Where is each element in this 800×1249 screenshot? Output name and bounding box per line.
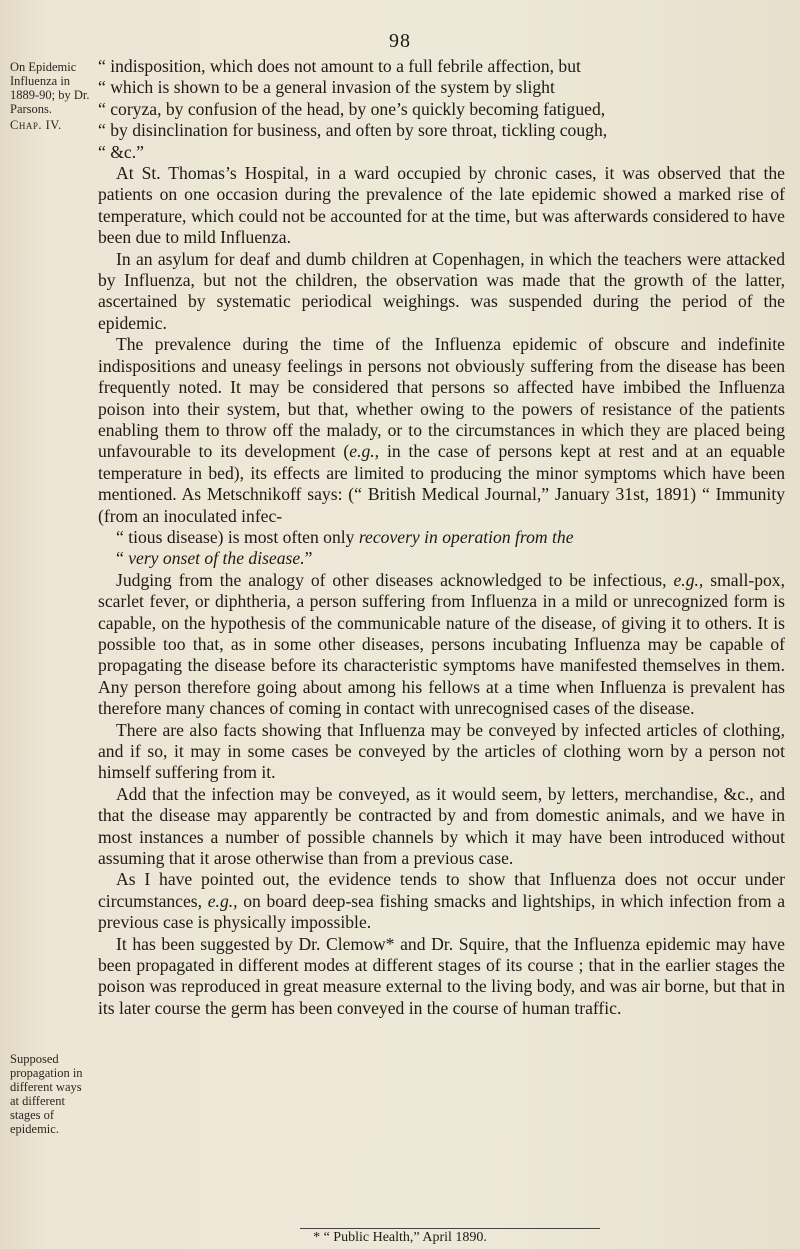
text-run: small-pox, scarlet fever, or diphtheria, a person suffering from Influenza in a mild or unrecognized form is capable, on the hypothesis of the communicable nature of the disease, of giving it to others. It is possible too that, as in some other diseases, persons incubating Influenza may be capable of propagating the disease before its characteristic symptoms have manifested themselves in them. Any person therefore going about among his fellows at a time when Influenza is prevalent has therefore many chances of coming in contact with unrecognised cases of the disease. — [98, 569, 785, 719]
paragraph-st-thomas: At St. Thomas’s Hospital, in a ward occupied by chronic cases, it was observed that the patients on one occasion during the prevalence of the late epidemic showed a marked rise of temperature, which could not be accounted for at the time, but was afterwards considered to have been due to mild Influenza. — [98, 163, 785, 248]
quote-line — [98, 527, 785, 548]
paragraph-prevalence — [98, 334, 785, 569]
margin-note-propagation: Supposed propagation in different ways at different stages of epidemic. — [10, 1052, 83, 1136]
text-run: “ tious disease) is most often only — [116, 526, 359, 547]
quote-line — [98, 548, 785, 569]
paragraph-clothing: There are also facts showing that Influenza may be conveyed by infected articles of clothing, and if so, it may in some cases be conveyed by the articles of clothing worn by a person not himself suffering from it. — [98, 719, 785, 783]
paragraph-analogy — [98, 570, 785, 720]
quote-line: “ which is shown to be a general invasion of the system by slight — [98, 77, 555, 98]
paragraph-channels: Add that the infection may be conveyed, as it would seem, by letters, merchandise, &c., and that the disease may apparently be contracted by and from domestic animals, and we have in most instances a number of possible channels by which it may have been introduced without assuming that it arose otherwise than from a previous case. — [98, 783, 785, 869]
paragraph-evidence — [98, 869, 785, 933]
margin-note-source: On Epidemic Influenza in 1889-90; by Dr. Parsons. — [10, 60, 90, 116]
text-run: The prevalence during the time of the Influenza epidemic of obscure and indefinite indispositions and uneasy feelings in persons not obviously suffering from the disease has been frequently noted. It may be considered that persons so affected have imbibed the Influenza poison into their system, but that, whether owing to the powers of resistance of the patients enabling them to throw off the malady, or to the circumstances in which they are placed being unfavourable to its development ( — [98, 334, 785, 462]
footnote-rule — [300, 1228, 600, 1229]
text-run: As I have pointed out, the evidence tends to show that Influenza does not occur under circumstances, — [98, 869, 785, 911]
quote-line: “ by disinclination for business, and often by sore throat, tickling cough, — [98, 120, 608, 141]
quote-line: “ indisposition, which does not amount to a full febrile affection, but — [98, 56, 581, 76]
italic-run: e.g., — [673, 569, 704, 590]
text-run: ” — [304, 548, 313, 569]
text-run: Judging from the analogy of other diseases acknowledged to be infectious, — [116, 569, 674, 590]
quote-line: “ &c.” — [98, 141, 144, 162]
text-run: in the case of persons kept at rest and at an equable temperature in bed), its effects are limited to producing the minor symptoms which have been mentioned. As Metschnikoff says: (“ British Medical Journal,” January 31st, 1891) “ Immunity (from an inoculated infec- — [98, 441, 785, 526]
text-run: “ — [116, 548, 129, 569]
italic-run: e.g., — [349, 441, 380, 462]
italic-run: recovery in operation from the — [358, 526, 574, 547]
page-number: 98 — [389, 30, 411, 52]
paragraph-copenhagen: In an asylum for deaf and dumb children at Copenhagen, in which the teachers were attacked by Influenza, but not the children, the observation was made that the growth of the latter, ascertained by systematic periodical weighings. was suspended during the period of the epidemic. — [98, 248, 785, 333]
margin-note-chapter: Chap. IV. — [10, 118, 62, 132]
footnote: * “ Public Health,” April 1890. — [313, 1230, 487, 1245]
paragraph-clemow: It has been suggested by Dr. Clemow* and Dr. Squire, that the Influenza epidemic may have been propagated in different modes at different stages of its course ; that in the earlier stages the poison was reproduced in great measure external to the living body, and was air borne, but that in its later course the germ has been conveyed in the course of human traffic. — [98, 933, 785, 1018]
text-run: on board deep-sea fishing smacks and lightships, in which infection from a previous case is physically impossible. — [98, 890, 785, 933]
quote-block — [98, 56, 785, 163]
italic-run: e.g., — [207, 890, 238, 911]
italic-run: very onset of the disease. — [128, 548, 305, 569]
quote-line: “ coryza, by confusion of the head, by one’s quickly becoming fatigued, — [98, 98, 606, 119]
body-text — [98, 56, 785, 1019]
